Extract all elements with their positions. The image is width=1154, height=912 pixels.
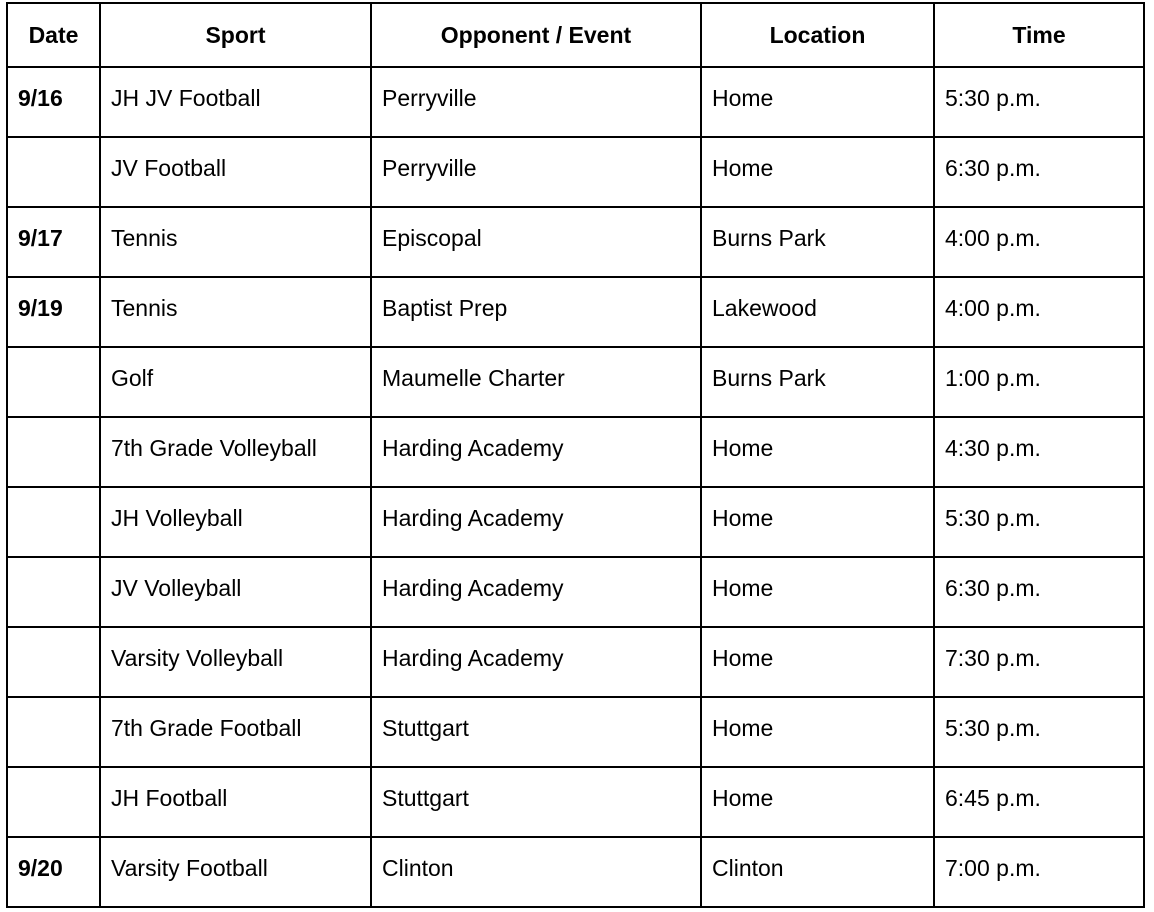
table-row	[7, 767, 1144, 837]
cell-date	[7, 347, 100, 417]
cell-date	[7, 137, 100, 207]
header-date: Date	[7, 3, 100, 67]
table-row	[7, 627, 1144, 697]
table-row	[7, 557, 1144, 627]
cell-date	[7, 417, 100, 487]
cell-date	[7, 557, 100, 627]
cell-sport: JH JV Football	[100, 67, 371, 137]
header-sport: Sport	[100, 3, 371, 67]
cell-date	[7, 767, 100, 837]
cell-opponent: Harding Academy	[371, 627, 701, 697]
cell-sport: Varsity Football	[100, 837, 371, 907]
cell-opponent: Stuttgart	[371, 767, 701, 837]
cell-location: Home	[701, 137, 934, 207]
table-row	[7, 137, 1144, 207]
cell-location: Home	[701, 67, 934, 137]
cell-opponent: Harding Academy	[371, 487, 701, 557]
cell-location: Home	[701, 767, 934, 837]
cell-sport: JV Football	[100, 137, 371, 207]
cell-opponent: Episcopal	[371, 207, 701, 277]
cell-sport: JH Volleyball	[100, 487, 371, 557]
cell-time: 6:45 p.m.	[934, 767, 1144, 837]
cell-date	[7, 697, 100, 767]
cell-time: 4:00 p.m.	[934, 277, 1144, 347]
table-row	[7, 207, 1144, 277]
cell-date: 9/17	[7, 207, 100, 277]
cell-time: 5:30 p.m.	[934, 697, 1144, 767]
cell-sport: 7th Grade Volleyball	[100, 417, 371, 487]
cell-opponent: Clinton	[371, 837, 701, 907]
header-location: Location	[701, 3, 934, 67]
cell-location: Clinton	[701, 837, 934, 907]
cell-sport: 7th Grade Football	[100, 697, 371, 767]
cell-sport: Tennis	[100, 277, 371, 347]
cell-opponent: Maumelle Charter	[371, 347, 701, 417]
cell-location: Home	[701, 487, 934, 557]
cell-location: Burns Park	[701, 207, 934, 277]
cell-location: Home	[701, 697, 934, 767]
cell-opponent: Baptist Prep	[371, 277, 701, 347]
cell-time: 4:00 p.m.	[934, 207, 1144, 277]
table-row	[7, 837, 1144, 907]
cell-opponent: Harding Academy	[371, 557, 701, 627]
cell-location: Home	[701, 557, 934, 627]
cell-location: Home	[701, 417, 934, 487]
cell-sport: JV Volleyball	[100, 557, 371, 627]
table-row	[7, 277, 1144, 347]
cell-date	[7, 487, 100, 557]
cell-time: 1:00 p.m.	[934, 347, 1144, 417]
cell-sport: Tennis	[100, 207, 371, 277]
table-header-row	[7, 3, 1144, 67]
cell-sport: Varsity Volleyball	[100, 627, 371, 697]
cell-time: 6:30 p.m.	[934, 557, 1144, 627]
cell-location: Lakewood	[701, 277, 934, 347]
table-row	[7, 417, 1144, 487]
cell-time: 5:30 p.m.	[934, 67, 1144, 137]
cell-time: 5:30 p.m.	[934, 487, 1144, 557]
cell-opponent: Stuttgart	[371, 697, 701, 767]
cell-location: Home	[701, 627, 934, 697]
table-row	[7, 487, 1144, 557]
cell-opponent: Perryville	[371, 67, 701, 137]
cell-date: 9/16	[7, 67, 100, 137]
cell-time: 7:00 p.m.	[934, 837, 1144, 907]
cell-date	[7, 627, 100, 697]
cell-time: 4:30 p.m.	[934, 417, 1144, 487]
cell-opponent: Perryville	[371, 137, 701, 207]
cell-time: 6:30 p.m.	[934, 137, 1144, 207]
cell-sport: Golf	[100, 347, 371, 417]
cell-location: Burns Park	[701, 347, 934, 417]
schedule-table	[6, 2, 1145, 908]
table-row	[7, 697, 1144, 767]
table-row	[7, 347, 1144, 417]
header-opponent: Opponent / Event	[371, 3, 701, 67]
header-time: Time	[934, 3, 1144, 67]
cell-date: 9/19	[7, 277, 100, 347]
cell-time: 7:30 p.m.	[934, 627, 1144, 697]
table-row	[7, 67, 1144, 137]
cell-sport: JH Football	[100, 767, 371, 837]
table-body	[7, 67, 1144, 907]
cell-opponent: Harding Academy	[371, 417, 701, 487]
cell-date: 9/20	[7, 837, 100, 907]
